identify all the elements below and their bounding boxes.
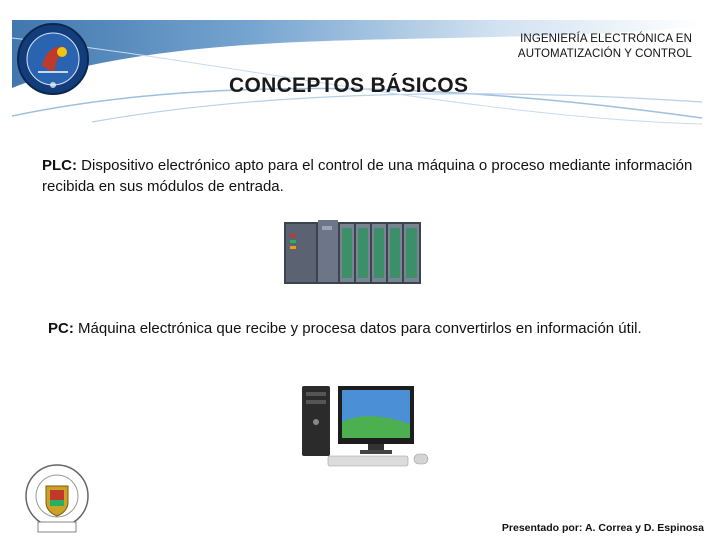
- slide-title: CONCEPTOS BÁSICOS: [229, 74, 469, 97]
- pc-definition-text: Máquina electrónica que recibe y procesa datos para convertirlos en información útil.: [73, 320, 642, 337]
- pc-term: PC:: [48, 320, 74, 337]
- plc-definition: [42, 155, 702, 197]
- department-title-line1: INGENIERÍA ELECTRÓNICA EN: [520, 33, 692, 45]
- presenter-credit: Presentado por: A. Correa y D. Espinosa: [501, 522, 704, 534]
- department-title-line2: AUTOMATIZACIÓN Y CONTROL: [517, 48, 692, 60]
- university-logo-top: [16, 22, 90, 96]
- department-title: [518, 32, 692, 62]
- plc-term: PLC:: [42, 157, 77, 174]
- desktop-computer-image: [298, 382, 436, 468]
- escuela-politecnica-emblem: [18, 462, 96, 534]
- pc-definition: [48, 318, 708, 339]
- plc-definition-text: Dispositivo electrónico apto para el control de una máquina o proceso mediante información recibida en sus módulos de entrada.: [42, 157, 693, 195]
- plc-controller-image: [284, 214, 421, 286]
